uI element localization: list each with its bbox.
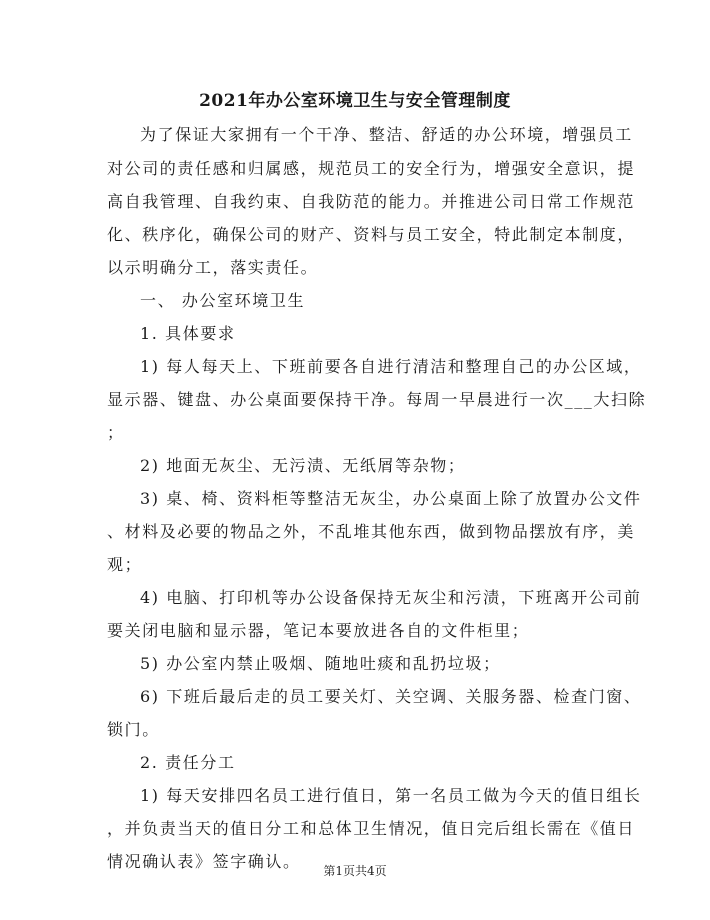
list-item-line: 、材料及必要的物品之外，不乱堆其他东西，做到物品摆放有序，美 bbox=[107, 522, 636, 541]
document-title: 2021年办公室环境卫生与安全管理制度 bbox=[199, 91, 511, 111]
list-item-line: 6) 下班后最后走的员工要关灯、关空调、关服务器、检查门窗、 bbox=[140, 687, 642, 706]
paragraph-line: 化、秩序化，确保公司的财产、资料与员工安全，特此制定本制度， bbox=[107, 225, 636, 244]
list-item-line: 要关闭电脑和显示器，笔记本要放进各自的文件柜里； bbox=[107, 621, 530, 640]
list-item-line: 情况确认表》签字确认。 bbox=[107, 852, 301, 871]
paragraph-line: 为了保证大家拥有一个干净、整洁、舒适的办公环境，增强员工 bbox=[140, 125, 633, 144]
list-item-line: 5) 办公室内禁止吸烟、随地吐痰和乱扔垃圾； bbox=[140, 654, 501, 673]
list-item-line: 锁门。 bbox=[107, 720, 160, 739]
list-item-line: ； bbox=[107, 423, 125, 442]
section-heading: 一、 办公室环境卫生 bbox=[140, 291, 306, 310]
page-footer: 第1页共4页 bbox=[323, 864, 387, 878]
list-item-line: 1) 每人每天上、下班前要各自进行清洁和整理自己的办公区域， bbox=[140, 357, 642, 376]
paragraph-line: 以示明确分工，落实责任。 bbox=[107, 258, 319, 277]
list-item-line: 观； bbox=[107, 555, 143, 574]
list-item-line: 4) 电脑、打印机等办公设备保持无灰尘和污渍，下班离开公司前 bbox=[140, 588, 642, 607]
list-item-line: ，并负责当天的值日分工和总体卫生情况，值日完后组长需在《值日 bbox=[107, 819, 636, 838]
list-item-line: 2) 地面无灰尘、无污渍、无纸屑等杂物； bbox=[140, 456, 466, 475]
list-item-line: 3) 桌、椅、资料柜等整洁无灰尘，办公桌面上除了放置办公文件 bbox=[140, 489, 642, 508]
list-item-line: 1) 每天安排四名员工进行值日，第一名员工做为今天的值日组长 bbox=[140, 786, 642, 805]
subsection-heading: 2. 责任分工 bbox=[140, 753, 236, 772]
list-item-line: 显示器、键盘、办公桌面要保持干净。每周一早晨进行一次___大扫除 bbox=[107, 390, 647, 409]
paragraph-line: 高自我管理、自我约束、自我防范的能力。并推进公司日常工作规范 bbox=[107, 192, 636, 211]
paragraph-line: 对公司的责任感和归属感，规范员工的安全行为，增强安全意识，提 bbox=[107, 159, 636, 178]
subsection-heading: 1. 具体要求 bbox=[140, 324, 236, 343]
